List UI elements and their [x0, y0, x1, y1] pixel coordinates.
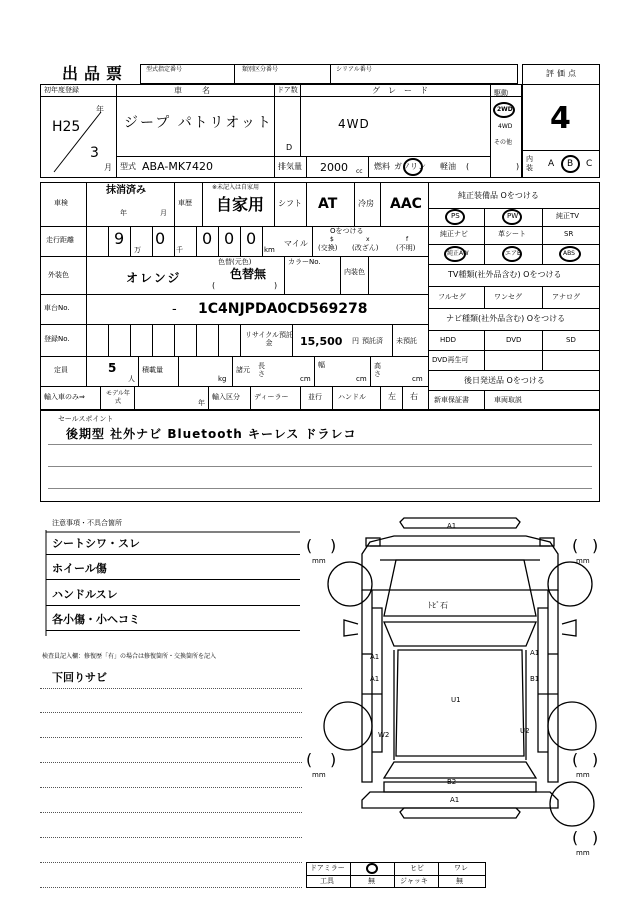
import-class-label: 輸入区分: [212, 393, 240, 401]
tread-rear-right-mm: mm: [576, 771, 590, 779]
handle-left: 左: [388, 392, 396, 401]
shaken-label: 車検: [54, 199, 68, 207]
mileage-km: km: [264, 246, 275, 254]
tread-rear-left-mm: mm: [312, 771, 326, 779]
color-no-label: カラーNo.: [288, 258, 321, 266]
crack-ware: ワレ: [454, 864, 468, 872]
damage-right-a: A1: [530, 649, 540, 657]
damage-left-rear: W2: [378, 731, 390, 739]
tv-analog: アナログ: [552, 293, 580, 301]
model-designation-label: 型式指定番号: [146, 66, 183, 73]
doors-label: ドア数: [277, 86, 298, 94]
equip-abs: ABS: [563, 250, 575, 257]
car-name: ジープ パトリオット: [124, 115, 273, 131]
tool-value: 無: [368, 877, 375, 885]
first-reg-year: H25: [52, 119, 81, 135]
mileage-digit-4: 0: [224, 229, 235, 248]
mileage-digit-1: 9: [114, 229, 125, 248]
capacity-value: 5: [108, 361, 117, 375]
shift-value: AT: [318, 196, 338, 212]
equip-airbag: エアB: [505, 250, 522, 257]
navi-dvd: DVD: [506, 336, 522, 344]
original-color-value: 色替無: [230, 267, 267, 281]
equip-airbag-circle: [502, 246, 522, 262]
mileage-exchange: (交換): [318, 244, 338, 252]
inspector-label: 検査員記入欄：修復歴「有」の場合は修復箇所・交換箇所を記入: [42, 653, 217, 660]
month-unit: 月: [104, 163, 112, 172]
recycle-deposited: 預託済: [362, 337, 383, 345]
width-label: 幅: [318, 361, 325, 369]
equip-leather: 革シート: [498, 230, 526, 238]
equipment-title: 純正装備品 Oをつける: [458, 191, 539, 200]
capacity-label: 定員: [54, 366, 68, 374]
height-label: 高さ: [374, 362, 381, 378]
equip-sr: SR: [564, 230, 574, 238]
equip-ps-circle: [445, 209, 465, 225]
interior-circle-mark: [561, 155, 580, 173]
equip-aw: 純正AW: [447, 250, 469, 257]
tv-fullseg: フルセグ: [438, 293, 466, 301]
jack-label: ジャッキ: [400, 877, 428, 885]
recycle-label: リサイクル預託金: [244, 331, 294, 347]
mileage-digit-5: 0: [246, 229, 257, 248]
mileage-digit-3: 0: [202, 229, 213, 248]
note-item-4: 各小傷・小ヘコミ: [52, 613, 140, 626]
equip-abs-circle: [559, 246, 581, 262]
tv-title: TV種類(社外品含む) Oをつける: [448, 270, 562, 279]
import-label: 輸入車のみ⇒: [44, 393, 85, 401]
equip-ps: PS: [451, 212, 460, 220]
reg-no-label: 登録No.: [44, 335, 70, 343]
history-note: ※未記入は自家用: [212, 184, 260, 191]
ac-value: AAC: [390, 196, 422, 212]
category-label: 類別区分番号: [242, 66, 279, 73]
mileage-sen: 千: [176, 246, 183, 254]
note-item-1: シートシワ・スレ: [52, 537, 140, 550]
history-label: 車歴: [178, 199, 192, 207]
color-value: オレンジ: [126, 271, 182, 285]
length-cm: cm: [300, 375, 311, 383]
model-year-label: モデル年式: [106, 390, 130, 405]
equip-pw-circle: [502, 209, 522, 225]
recycle-value: 15,500: [300, 335, 343, 348]
model-label: 型式: [120, 162, 136, 171]
load-kg: kg: [218, 375, 227, 383]
tread-spare-mm: mm: [576, 849, 590, 857]
selling-points-label: セールスポイント: [58, 415, 114, 423]
drive-4wd: 4WD: [498, 123, 513, 130]
damage-rear: A1: [450, 796, 460, 804]
dims-label: 諸元: [236, 366, 250, 374]
drive-label: 駆動: [494, 89, 508, 97]
mirror-label: ドアミラー: [310, 864, 345, 872]
displacement-value: 2000: [320, 161, 348, 174]
later-warranty: 新車保証書: [434, 396, 469, 404]
interior-c: C: [586, 159, 593, 169]
exchange-mark: $: [330, 236, 334, 243]
original-color-label: 色替(元色): [218, 258, 252, 266]
model-year-unit: 年: [198, 399, 205, 407]
mileage-label: 走行距離: [46, 236, 74, 244]
ac-label: 冷房: [358, 199, 374, 208]
drive-other: その他: [494, 139, 513, 146]
mileage-mile: マイル: [284, 239, 308, 248]
dvd-playback: DVD再生可: [432, 356, 469, 364]
header-id-row: [140, 64, 518, 84]
crack-hibi: ヒビ: [410, 864, 424, 872]
damage-left-a: A1: [370, 653, 380, 661]
altered-mark: x: [366, 236, 370, 243]
shaken-value: 抹消済み: [106, 185, 146, 196]
color-label: 外装色: [48, 271, 69, 279]
interior-b: B: [567, 159, 574, 169]
unknown-mark: f: [406, 236, 409, 243]
diesel-label: 軽油: [440, 162, 456, 171]
jack-value: 無: [456, 877, 463, 885]
doors-unit: D: [286, 143, 293, 152]
mileage-digit-2: 0: [155, 229, 166, 248]
mileage-altered: (改ざん): [352, 244, 379, 252]
displacement-label: 排気量: [278, 162, 302, 171]
width-cm: cm: [356, 375, 367, 383]
handle-label: ハンドル: [338, 393, 366, 401]
import-dealer: ディーラー: [254, 393, 289, 401]
interior-a: A: [548, 159, 555, 169]
recycle-unit: 円: [352, 337, 359, 345]
equip-tv: 純正TV: [556, 212, 580, 220]
rating-value: 4: [550, 101, 571, 136]
cc-unit: cc: [356, 168, 363, 175]
length-label: 長さ: [258, 362, 265, 378]
later-manual: 車両取説: [494, 396, 522, 404]
recycle-not-deposited: 未預託: [396, 337, 417, 345]
handle-right: 右: [410, 392, 418, 401]
interior-color-label: 内装色: [344, 268, 365, 276]
serial-label: シリアル番号: [336, 66, 372, 73]
equip-navi: 純正ナビ: [440, 230, 468, 238]
navi-sd: SD: [566, 336, 576, 344]
grade-value: 4WD: [338, 117, 370, 131]
inspector-note: 下回りサビ: [52, 671, 107, 684]
note-item-2: ホイール傷: [52, 562, 107, 575]
fuel-gasoline: ガソリン: [394, 162, 426, 171]
shift-label: シフト: [278, 199, 302, 208]
damage-trunk: B2: [447, 778, 457, 786]
car-name-label: 車名: [174, 86, 230, 95]
fuel-label: 燃料: [374, 162, 390, 171]
later-title: 後日発送品 Oをつける: [464, 376, 545, 385]
navi-title: ナビ種類(社外品含む) Oをつける: [446, 314, 566, 323]
grade-label: グレード: [372, 86, 436, 95]
interior-label: 内装: [526, 155, 533, 172]
mileage-man: 万: [134, 246, 141, 254]
shaken-month-unit: 月: [160, 209, 167, 217]
tool-label: 工具: [320, 877, 334, 885]
damage-hood: ﾄﾋﾞ石: [428, 601, 448, 610]
model-value: ABA-MK7420: [142, 160, 214, 173]
rating-label: 評価点: [546, 69, 579, 78]
mileage-unknown: (不明): [396, 244, 416, 252]
damage-front: A1: [447, 522, 457, 530]
selling-points-text: 後期型 社外ナビ Bluetooth キーレス ドラレコ: [66, 427, 357, 441]
capacity-unit: 人: [128, 375, 135, 383]
damage-right-rear: U2: [520, 727, 530, 735]
drive-2wd: 2WD: [497, 106, 513, 113]
sheet-title: 出品票: [62, 64, 129, 83]
chassis-value: 1C4NJPDA0CD569278: [198, 301, 368, 317]
damage-right-b: B1: [530, 675, 540, 683]
notes-label: 注意事項・不具合箇所: [52, 519, 122, 527]
damage-roof: U1: [451, 696, 461, 704]
tv-oneseg: ワンセグ: [494, 293, 522, 301]
fuel-circle-mark: [403, 158, 423, 176]
navi-hdd: HDD: [440, 336, 457, 344]
load-label: 積載量: [142, 366, 163, 374]
note-item-3: ハンドルスレ: [52, 588, 118, 601]
equip-aw-circle: [444, 246, 466, 262]
history-value: 自家用: [216, 195, 265, 214]
mileage-circle-note: Oをつける: [330, 227, 364, 235]
mirror-circle-mark: [366, 863, 378, 874]
tread-front-left-mm: mm: [312, 557, 326, 565]
drive-circle-mark: [493, 102, 515, 118]
damage-left-b: A1: [370, 675, 380, 683]
chassis-label: 車台No.: [44, 304, 70, 312]
import-parallel: 並行: [308, 393, 322, 401]
first-reg-label: 初年度登録: [44, 86, 79, 94]
height-cm: cm: [412, 375, 423, 383]
year-unit: 年: [96, 105, 104, 114]
tread-front-right-mm: mm: [576, 557, 590, 565]
equip-pw: PW: [507, 212, 519, 220]
shaken-year-unit: 年: [120, 209, 127, 217]
first-reg-month: 3: [90, 145, 99, 161]
